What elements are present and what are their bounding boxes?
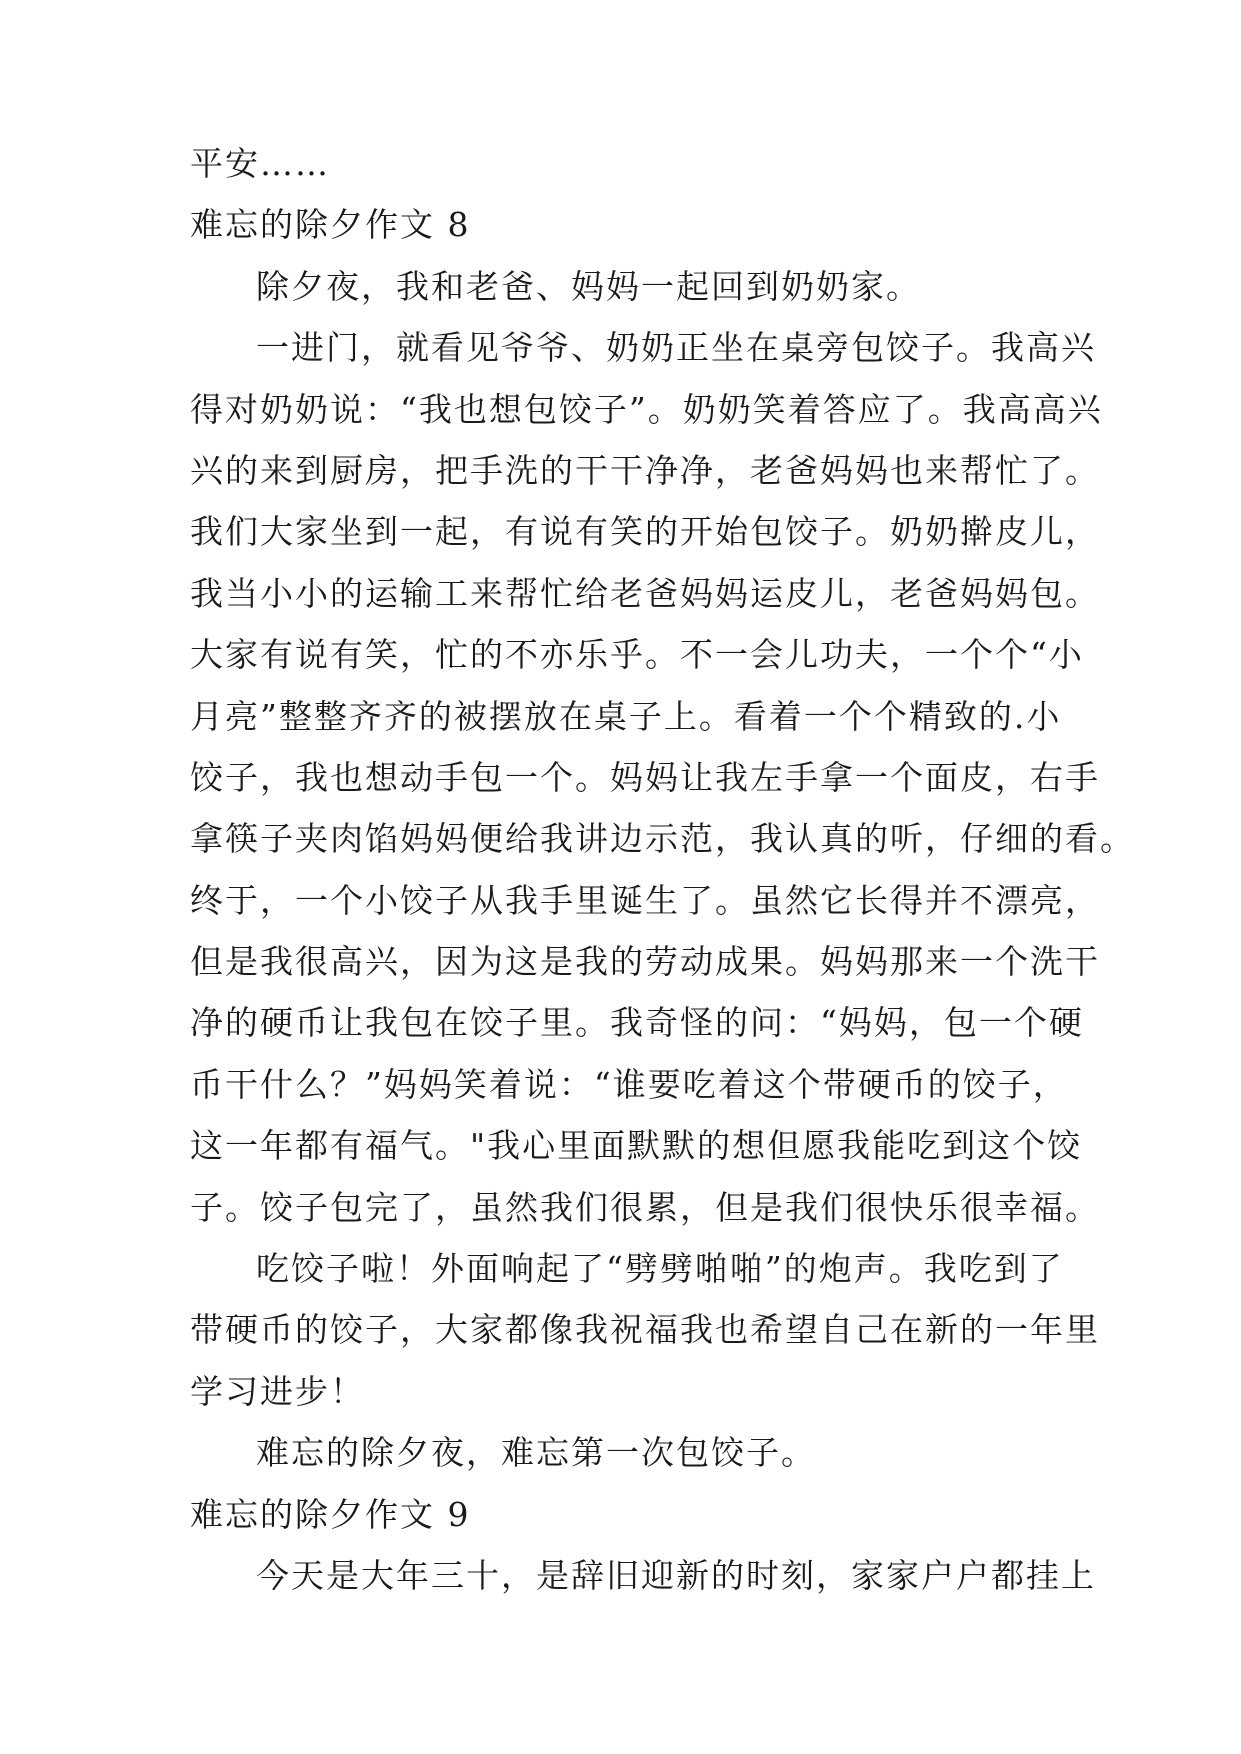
paragraph-line: 吃饺子啦！外面响起了“劈劈啪啪”的炮声。我吃到了 [256, 1249, 1064, 1289]
paragraph-line: 得对奶奶说：“我也想包饺子”。奶奶笑着答应了。我高高兴 [190, 389, 1103, 429]
paragraph-line: 子。饺子包完了，虽然我们很累，但是我们很快乐很幸福。 [190, 1187, 1100, 1227]
document-body [190, 133, 1135, 1606]
paragraph-line: 大家有说有笑，忙的不亦乐乎。不一会儿功夫，一个个“小 [190, 635, 1084, 675]
paragraph-line: 我当小小的运输工来帮忙给老爸妈妈运皮儿，老爸妈妈包。 [190, 573, 1100, 613]
paragraph-line: 今天是大年三十，是辞旧迎新的时刻，家家户户都挂上 [256, 1555, 1096, 1595]
paragraph-line: 兴的来到厨房，把手洗的干干净净，老爸妈妈也来帮忙了。 [190, 450, 1100, 490]
paragraph-line: 净的硬币让我包在饺子里。我奇怪的问：“妈妈，包一个硬 [190, 1003, 1084, 1043]
text-line: 平安…… [190, 144, 330, 183]
essay-heading: 难忘的除夕作文 9 [190, 1494, 471, 1534]
paragraph-line: 饺子，我也想动手包一个。妈妈让我左手拿一个面皮，右手 [190, 757, 1100, 797]
essay-heading: 难忘的除夕作文 8 [190, 205, 471, 245]
paragraph-line: 终于，一个小饺子从我手里诞生了。虽然它长得并不漂亮， [190, 880, 1100, 920]
paragraph-line: 学习进步！ [190, 1371, 365, 1411]
paragraph-line: 带硬币的饺子，大家都像我祝福我也希望自己在新的一年里 [190, 1310, 1100, 1350]
paragraph-line: 这一年都有福气。"我心里面默默的想但愿我能吃到这个饺 [190, 1126, 1083, 1166]
paragraph-line: 除夕夜，我和老爸、妈妈一起回到奶奶家。 [256, 266, 921, 306]
paragraph-line: 拿筷子夹肉馅妈妈便给我讲边示范，我认真的听，仔细的看。 [190, 819, 1135, 859]
paragraph-line: 但是我很高兴，因为这是我的劳动成果。妈妈那来一个洗干 [190, 942, 1100, 982]
paragraph-line: 难忘的除夕夜，难忘第一次包饺子。 [256, 1433, 816, 1473]
paragraph-line: 一进门，就看见爷爷、奶奶正坐在桌旁包饺子。我高兴 [256, 328, 1096, 368]
paragraph-line: 我们大家坐到一起，有说有笑的开始包饺子。奶奶擀皮儿， [190, 512, 1100, 552]
paragraph-line: 月亮”整整齐齐的被摆放在桌子上。看着一个个精致的.小 [190, 696, 1062, 736]
paragraph-line: 币干什么？”妈妈笑着说：“谁要吃着这个带硬币的饺子， [190, 1064, 1068, 1104]
